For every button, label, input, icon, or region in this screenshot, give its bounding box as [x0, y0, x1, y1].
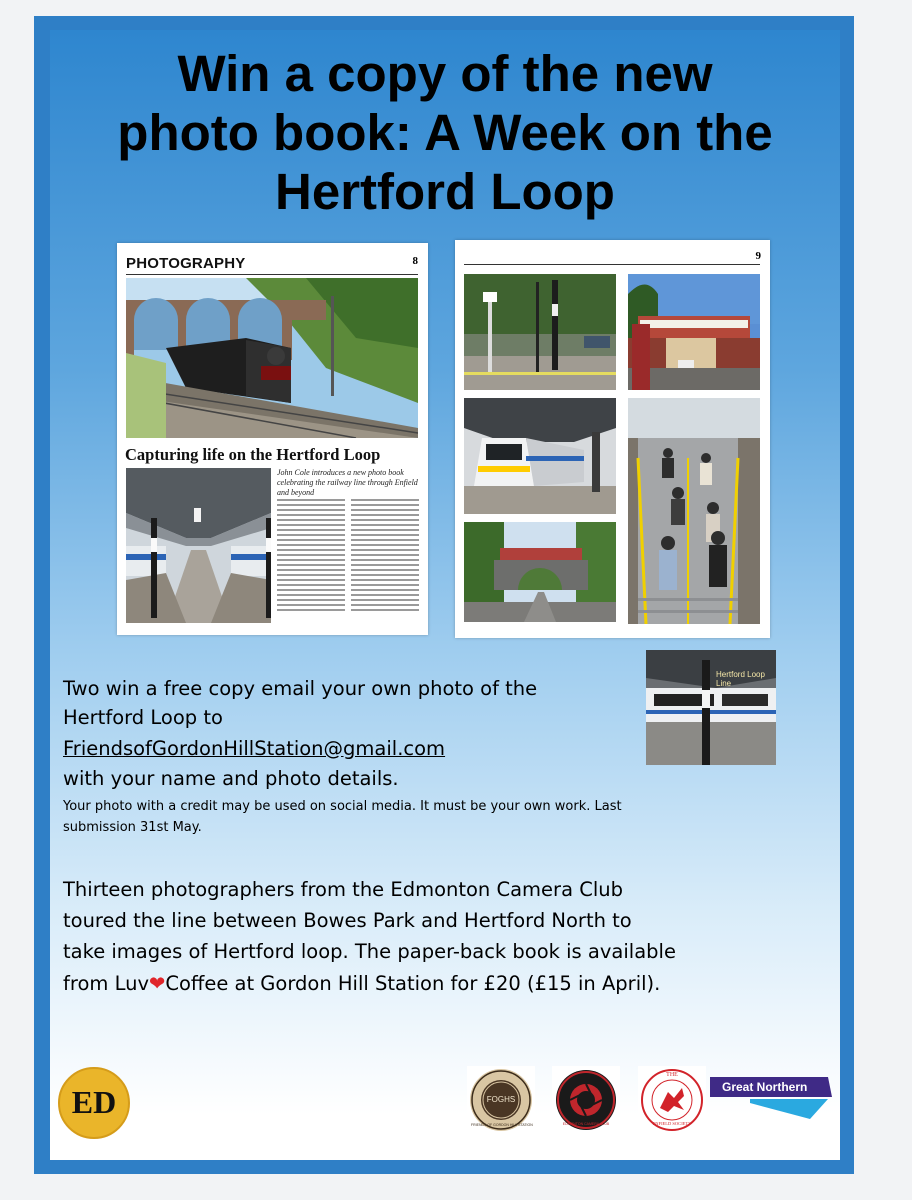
about-line-1: Thirteen photographers from the Edmonton Camera Club	[63, 878, 623, 901]
entry-line-4: with your name and photo details.	[63, 767, 399, 790]
headline	[50, 44, 840, 221]
thumbnail-caption: Hertford Loop Line	[716, 670, 765, 688]
station-platform-photo	[464, 274, 616, 390]
about-line-4-start: from Luv	[63, 972, 149, 995]
poster	[50, 30, 840, 1160]
great-northern-logo-text: Great Northern	[722, 1080, 808, 1094]
entry-note-2: submission 31st May.	[63, 820, 202, 835]
article-title: Capturing life on the Hertford Loop	[125, 445, 381, 464]
camera-club-logo	[552, 1066, 620, 1134]
article-body-column-1	[277, 499, 345, 619]
great-northern-logo	[710, 1077, 832, 1121]
entry-line-1: Two win a free copy email your own photo of the	[63, 677, 538, 700]
entry-line-2: Hertford Loop to	[63, 706, 223, 729]
ed-logo-text: ED	[71, 1084, 117, 1120]
about-line-2: toured the line between Bowes Park and Hertford North to	[63, 909, 632, 932]
platform-canopy-photo	[126, 468, 271, 623]
page-number: 9	[755, 250, 761, 262]
headline-line-2: photo book: A Week on the	[117, 104, 773, 161]
email-link[interactable]: FriendsofGordonHillStation@gmail.com	[63, 737, 446, 760]
header-rule	[126, 274, 418, 275]
heart-icon: ❤	[149, 972, 166, 995]
enfield-society-top-text: THE	[666, 1072, 678, 1078]
article-standfirst: John Cole introduces a new photo book celebrating the railway line through Enfield and beyond	[277, 468, 418, 497]
magazine-page-left	[117, 243, 428, 635]
ed-logo	[55, 1066, 133, 1140]
road-under-bridge-photo	[464, 522, 616, 622]
bridge-road-photo	[628, 274, 760, 390]
camera-club-logo-text: EDMONTON CAMERA CLUB	[562, 1122, 610, 1126]
about-line-3: take images of Hertford loop. The paper-back book is available	[63, 940, 676, 963]
section-heading: PHOTOGRAPHY	[126, 255, 246, 272]
foghs-logo-ring: FRIENDS OF GORDON HILL STATION	[471, 1123, 533, 1127]
entry-note-1: Your photo with a credit may be used on social media. It must be your own work. Last	[63, 799, 622, 814]
magazine-page-right	[455, 240, 770, 638]
station-stairs-photo	[628, 398, 760, 624]
about-line-4	[63, 970, 660, 997]
enfield-society-bottom-text: ENFIELD SOCIETY	[652, 1121, 692, 1126]
steam-train-photo	[126, 278, 418, 438]
page-number: 8	[412, 255, 418, 267]
headline-line-1: Win a copy of the new	[177, 45, 713, 102]
header-rule	[464, 264, 760, 265]
enfield-society-logo	[638, 1066, 706, 1134]
foghs-logo	[467, 1066, 535, 1134]
hertford-loop-thumbnail	[646, 650, 776, 765]
foghs-logo-text: FOGHS	[486, 1095, 516, 1104]
article-body-column-2	[351, 499, 419, 619]
about-line-4-end: Coffee at Gordon Hill Station for £20 (£15 in April).	[165, 972, 661, 995]
headline-line-3: Hertford Loop	[275, 163, 615, 220]
train-at-platform-photo	[464, 398, 616, 514]
